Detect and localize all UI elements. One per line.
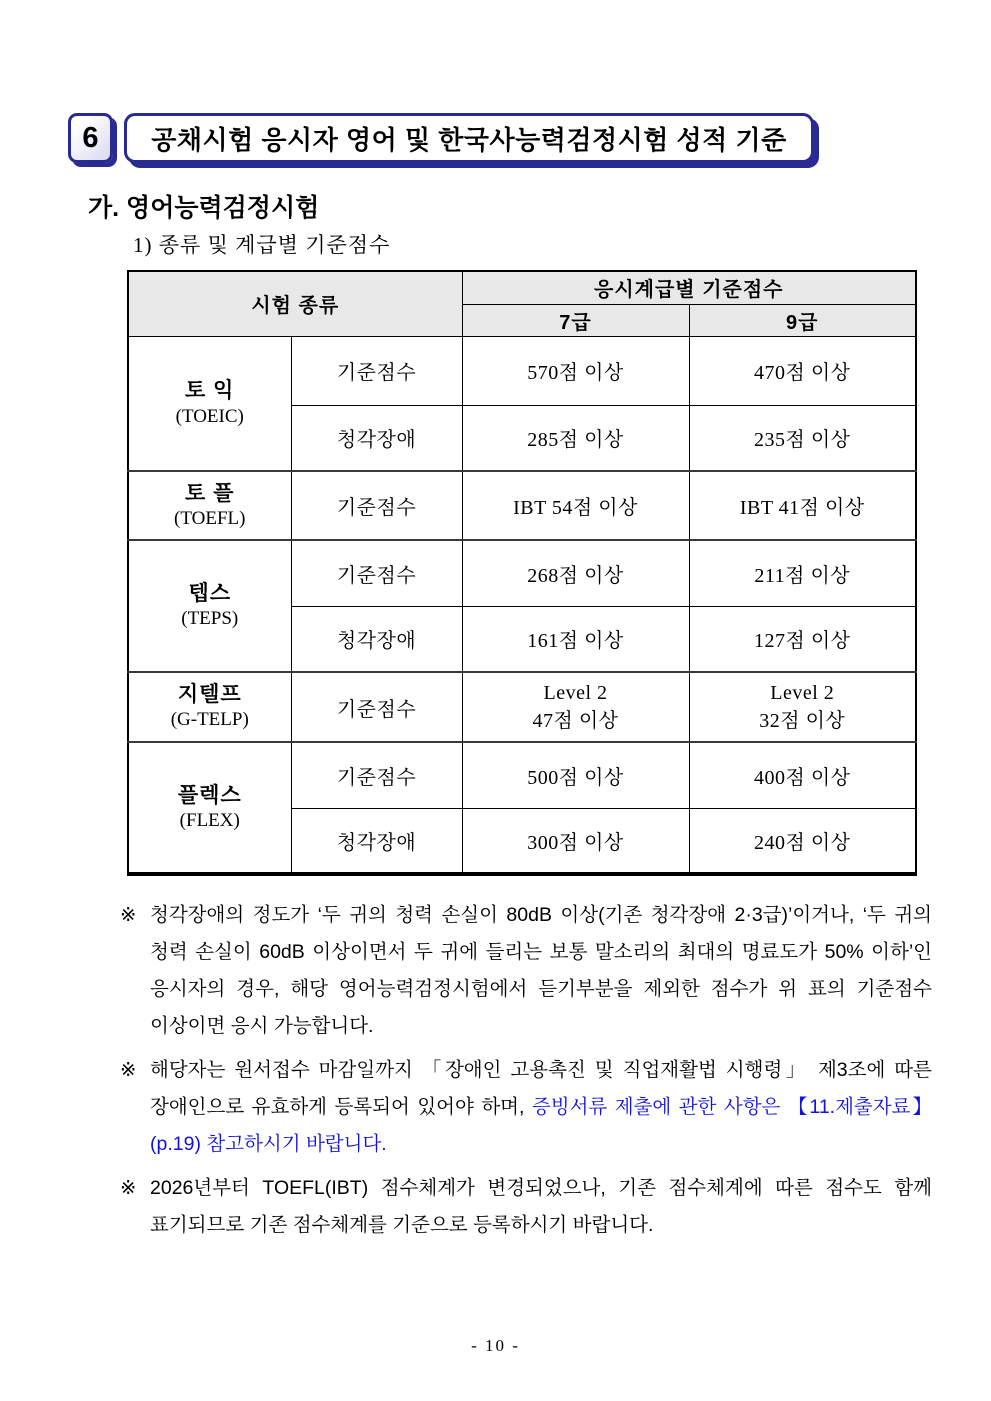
- footnote-hearing-loss: [120, 897, 932, 1045]
- table-row-toefl-standard: [128, 471, 916, 540]
- grade9-score-cell: 127점 이상: [689, 606, 916, 672]
- note-text: 2026년부터 TOEFL(IBT) 점수체계가 변경되었으나, 기존 점수체계에 따른 점수도 함께 표기되므로 기존 점수체계를 기준으로 등록하시기 바랍니다.: [150, 1177, 932, 1236]
- score-type-cell: 청각장애: [291, 405, 462, 471]
- page-title: 공채시험 응시자 영어 및 한국사능력검정시험 성적 기준: [124, 113, 814, 163]
- section-heading: 가. 영어능력검정시험: [88, 194, 320, 222]
- score-line-1: Level 2: [543, 682, 608, 704]
- grade7-score-cell: IBT 54점 이상: [462, 471, 689, 540]
- table-row-gtelp-standard: [128, 672, 916, 742]
- score-type-cell: 기준점수: [291, 742, 462, 808]
- exam-name-kr: 토 플: [185, 481, 235, 505]
- grade7-score-cell: 285점 이상: [462, 405, 689, 471]
- score-line-1: Level 2: [770, 682, 835, 704]
- col-header-grade9: 9급: [689, 304, 916, 336]
- grade9-score-cell: 211점 이상: [689, 540, 916, 606]
- grade9-score-cell: 240점 이상: [689, 808, 916, 874]
- exam-name-en: (TOEFL): [174, 507, 246, 529]
- grade9-score-cell: 400점 이상: [689, 742, 916, 808]
- exam-name-en: (TOEIC): [175, 405, 244, 427]
- footnotes: [120, 897, 932, 1251]
- exam-name-cell-flex: [128, 742, 291, 874]
- note-marker: ※: [120, 904, 137, 926]
- grade7-score-cell: 570점 이상: [462, 336, 689, 405]
- score-type-cell: 기준점수: [291, 672, 462, 742]
- table-header-row: [128, 271, 916, 304]
- col-header-criteria-group: 응시계급별 기준점수: [462, 271, 916, 304]
- subsection-heading: 1) 종류 및 계급별 기준점수: [133, 233, 391, 257]
- score-type-cell: 기준점수: [291, 471, 462, 540]
- exam-name-cell-toeic: [128, 336, 291, 471]
- exam-name-en: (FLEX): [179, 809, 240, 831]
- note-text: [150, 1052, 932, 1163]
- score-criteria-table: [127, 270, 917, 876]
- exam-name-cell-teps: [128, 540, 291, 672]
- page-number: - 10 -: [471, 1336, 520, 1355]
- note-text: 청각장애의 정도가 ‘두 귀의 청력 손실이 80dB 이상(기존 청각장애 2·3급)’이거나, ‘두 귀의 청력 손실이 60dB 이상이면서 두 귀에 들리는 보통 말소리의 최대의 명료도가 50% 이하’인 응시자의 경우, 해당 영어능력검정시험에서 듣기부분을 제외한 점수가 위 표의 기준점수 이상이면 응시 가능합니다.: [150, 904, 932, 1037]
- grade7-score-cell: 161점 이상: [462, 606, 689, 672]
- grade9-score-cell: 235점 이상: [689, 405, 916, 471]
- score-type-cell: 기준점수: [291, 540, 462, 606]
- table-row-toeic-standard: [128, 336, 916, 405]
- exam-name-en: (TEPS): [181, 608, 239, 630]
- exam-name-kr: 지텔프: [177, 683, 242, 706]
- col-header-exam-type: 시험 종류: [128, 271, 462, 336]
- grade7-score-cell: 300점 이상: [462, 808, 689, 874]
- score-type-cell: 청각장애: [291, 808, 462, 874]
- title-banner: [68, 113, 814, 163]
- exam-name-kr: 토 익: [185, 379, 235, 403]
- exam-name-cell-toefl: [128, 471, 291, 540]
- exam-name-kr: 플렉스: [177, 783, 242, 807]
- note-text-black: 해당자는 원서접수 마감일까지 「장애인 고용촉진 및 직업재활법 시행령」 제3조에 따른 장애인으로 유효하게 등록되어 있어야 하며,: [150, 1059, 932, 1118]
- grade7-score-cell: 500점 이상: [462, 742, 689, 808]
- score-line-2: 32점 이상: [759, 710, 846, 732]
- grade7-score-cell: 268점 이상: [462, 540, 689, 606]
- exam-name-en: (G-TELP): [170, 709, 249, 731]
- score-line-2: 47점 이상: [532, 710, 619, 732]
- score-type-cell: 청각장애: [291, 606, 462, 672]
- grade9-score-cell: 470점 이상: [689, 336, 916, 405]
- grade9-score-cell: IBT 41점 이상: [689, 471, 916, 540]
- score-type-cell: 기준점수: [291, 336, 462, 405]
- grade7-score-cell: [462, 672, 689, 742]
- note-marker: ※: [120, 1177, 137, 1199]
- exam-name-kr: 텝스: [188, 582, 232, 605]
- exam-name-cell-gtelp: [128, 672, 291, 742]
- table-row-teps-standard: [128, 540, 916, 606]
- table-row-flex-standard: [128, 742, 916, 808]
- section-number-badge: 6: [68, 113, 113, 163]
- note-text-blue-reference: 증빙서류 제출에 관한 사항은 【11.제출자료】 (p.19) 참고하시기 바랍니다.: [150, 1096, 932, 1155]
- col-header-grade7: 7급: [462, 304, 689, 336]
- footnote-disability-registration: [120, 1052, 932, 1163]
- grade9-score-cell: [689, 672, 916, 742]
- note-marker: ※: [120, 1059, 137, 1081]
- footnote-toefl-score-system: [120, 1170, 932, 1244]
